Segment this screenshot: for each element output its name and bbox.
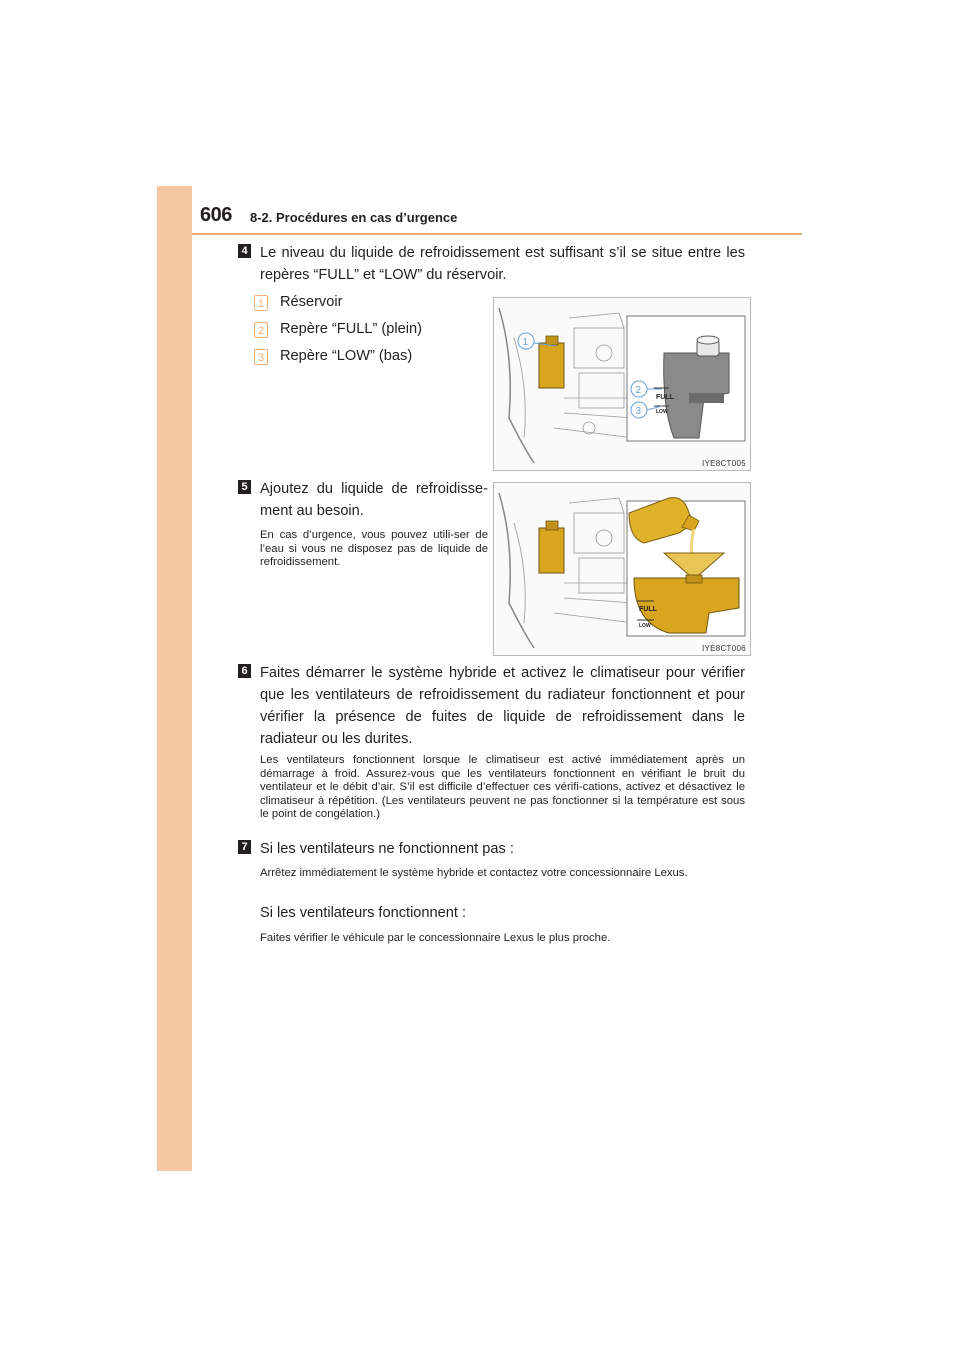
item-1-label: Réservoir: [280, 294, 343, 310]
item-3-label: Repère “LOW” (bas): [280, 348, 413, 364]
step-5-text: Ajoutez du liquide de refroidisse-ment au besoin.: [260, 481, 488, 519]
case-fans-working: Si les ventilateurs fonctionnent :: [260, 905, 467, 921]
engine-bay-illustration: [494, 298, 750, 470]
case-fans-not-working: Si les ventilateurs ne fonctionnent pas :: [260, 841, 514, 857]
header-divider: [192, 233, 802, 235]
step-5-note: En cas d’urgence, vous pouvez utili-ser de l’eau si vous ne disposez pas de liquide de refroidissement.: [260, 529, 488, 568]
case-fans-not-working-text: Arrêtez immédiatement le système hybride et contactez votre concessionnaire Lexus.: [260, 867, 688, 879]
chapter-sidebar-tab: [157, 186, 192, 1171]
low-mark-label-2: LOW: [639, 623, 651, 629]
page-number: 606: [200, 204, 232, 226]
case-fans-working-text: Faites vérifier le véhicule par le concessionnaire Lexus le plus proche.: [260, 932, 611, 944]
item-2-marker: 2: [254, 322, 268, 338]
step-5-badge: 5: [238, 480, 251, 494]
step-6-text: Faites démarrer le système hybride et activez le climatiseur pour vérifier que les ventilateurs de refroidissement du radiateur fonctionnent et pour vérifier la présence de fuites de liquide de refroidissement dans le radiateur ou les durites.: [260, 665, 745, 747]
callout-3-icon: 3: [635, 406, 642, 417]
step-6-note: Les ventilateurs fonctionnent lorsque le climatiseur est activé immédiatement après un démarrage à froid. Assurez-vous que les ventilateurs fonctionnent en vérifiant le bruit du ventilateur et le débit d’air. S’il est difficile d’effectuer ces vérifi-cations, activez et désactivez le climatiseur à répétition. (Les ventilateurs peuvent ne pas fonctionner si la température est sous le point de congélation.): [260, 754, 745, 820]
adding-coolant-illustration: [494, 483, 750, 655]
coolant-reservoir-figure: [493, 297, 751, 471]
figure-code: IYE8CT005: [701, 459, 746, 468]
item-3-marker: 3: [254, 349, 268, 365]
item-2-label: Repère “FULL” (plein): [280, 321, 422, 337]
add-coolant-figure: [493, 482, 751, 656]
callout-1-icon: 1: [522, 337, 529, 348]
callout-2-icon: 2: [635, 385, 642, 396]
item-1-marker: 1: [254, 295, 268, 311]
full-mark-label-2: FULL: [639, 606, 657, 613]
step-4-text: Le niveau du liquide de refroidissement est suffisant s’il se situe entre les repères “FULL” et “LOW” du réservoir.: [260, 245, 745, 283]
step-7-badge: 7: [238, 840, 251, 854]
section-title: 8-2. Procédures en cas d’urgence: [250, 210, 458, 225]
figure-code-2: IYE8CT006: [701, 644, 746, 653]
full-mark-label: FULL: [656, 394, 674, 401]
step-4-badge: 4: [238, 244, 251, 258]
low-mark-label: LOW: [656, 409, 668, 415]
step-6-badge: 6: [238, 664, 251, 678]
